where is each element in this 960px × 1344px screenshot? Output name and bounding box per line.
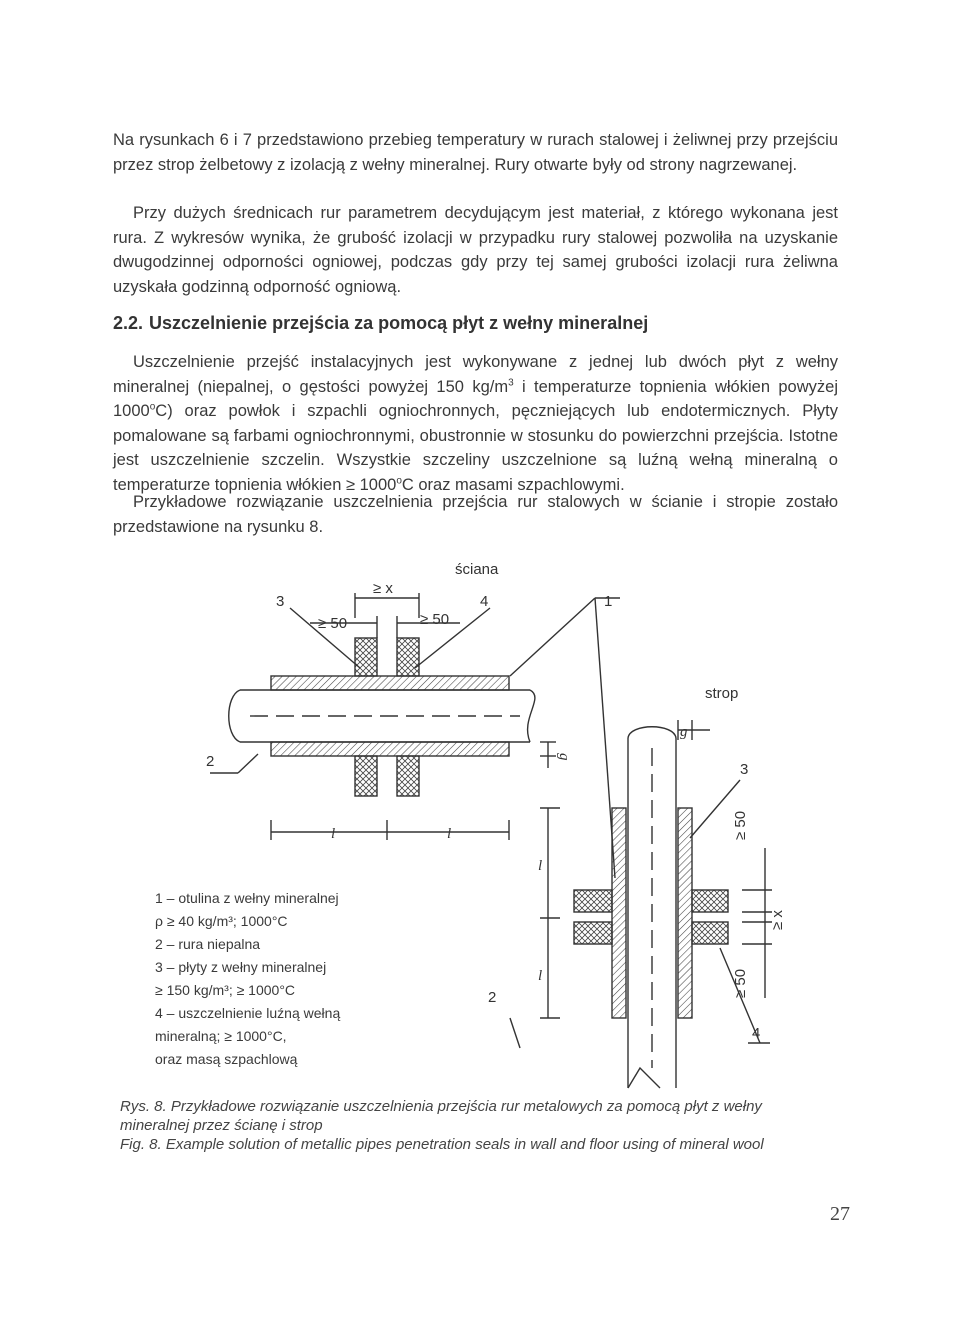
label-l-right: l bbox=[447, 826, 452, 842]
paragraph-3 bbox=[113, 350, 838, 497]
label-ge-x-vert: ≥ x bbox=[769, 910, 786, 930]
paragraph-3-part-b: i temperaturze topnienia włókien powyżej 1000 bbox=[113, 377, 838, 420]
legend-item: 4 – uszczelnienie luźną wełną bbox=[155, 1005, 341, 1021]
legend-item: 1 – otulina z wełny mineralnej bbox=[155, 890, 339, 906]
label-ge-50-left: ≥ 50 bbox=[318, 615, 348, 632]
wall-penetration bbox=[210, 593, 556, 840]
paragraph-2: Przy dużych średnicach rur parametrem decydującym jest materiał, z którego wykonana jest rura. Z wykresów wynika, że grubość izolacji w przypadku rury stalowej pozwoliła na uzyskanie dwugodzinnej odporności ogniowej, podczas gdy przy tej samej grubości izolacji rura żeliwna uzyskała godzinną odporność ogniową. bbox=[113, 204, 838, 296]
insulation-top bbox=[271, 676, 509, 690]
legend-item: 3 – płyty z wełny mineralnej bbox=[155, 959, 327, 975]
legend-item: mineralną; ≥ 1000°C, bbox=[155, 1028, 287, 1044]
paragraph-3-part-c: C) oraz powłok i szpachli ogniochronnych, pęczniejących lub endotermicznych. Płyty pomalowane są farbami ogniochronnymi, obustronnie w stosunku do powierzchni przejścia. Istotne jest uszczelnienie szczelin. Wszystkie szczeliny uszczelnione są luźną wełną mineralną o temperaturze topnienia włókien ≥ 1000 bbox=[113, 402, 838, 494]
pipe-end-right bbox=[528, 690, 535, 742]
section-heading bbox=[113, 313, 648, 334]
callout-4-wall: 4 bbox=[480, 593, 489, 610]
legend-item: oraz masą szpachlową bbox=[155, 1051, 298, 1067]
technical-drawing bbox=[0, 548, 960, 1098]
callout-3-floor: 3 bbox=[740, 761, 749, 778]
legend-item: ≥ 150 kg/m³; ≥ 1000°C bbox=[155, 982, 296, 998]
label-ge-x: ≥ x bbox=[373, 580, 393, 597]
figure-legend bbox=[155, 887, 415, 1071]
board-left-top bbox=[355, 638, 377, 676]
board-right-top bbox=[397, 638, 419, 676]
label-ge-50-vert-top: ≥ 50 bbox=[732, 810, 749, 840]
callout-4-floor: 4 bbox=[752, 1025, 761, 1042]
label-ge-50-right: ≥ 50 bbox=[420, 611, 450, 628]
insulation-bottom bbox=[271, 742, 509, 756]
section-title: Uszczelnienie przejścia za pomocą płyt z wełny mineralnej bbox=[149, 313, 649, 333]
board-right-bottom bbox=[397, 756, 419, 796]
label-wall: ściana bbox=[455, 561, 499, 578]
callout-2-floor: 2 bbox=[488, 989, 497, 1006]
legend-item: 2 – rura niepalna bbox=[155, 936, 261, 952]
superscript: o bbox=[149, 401, 156, 413]
paragraph-1: Na rysunkach 6 i 7 przedstawiono przebieg temperatury w rurach stalowej i żeliwnej przy przejściu przez strop żelbetowy z izolacją z wełny mineralnej. Rury otwarte były od strony nagrzewanej. bbox=[113, 131, 838, 174]
superscript: 3 bbox=[508, 377, 514, 388]
label-g-floor: g bbox=[680, 724, 688, 740]
label-floor: strop bbox=[705, 685, 739, 702]
figure-caption bbox=[120, 1097, 860, 1154]
floor-penetration bbox=[510, 598, 772, 1088]
paragraph-3-part-a: Uszczelnienie przejść instalacyjnych jest wykonywane z jednej lub dwóch płyt z wełny mineralnej (niepalnej, o gęstości powyżej 150 kg/m bbox=[113, 353, 838, 396]
caption-line-1: Rys. 8. Przykładowe rozwiązanie uszczelnienia przejścia rur metalowych za pomocą płyt z wełny bbox=[120, 1098, 762, 1115]
label-g-wall: g bbox=[556, 753, 572, 761]
paragraph-3-part-d: C oraz masami szpachlowymi. bbox=[401, 475, 625, 494]
label-l-left: l bbox=[331, 826, 336, 842]
label-ge-50-vert-bottom: ≥ 50 bbox=[732, 968, 749, 998]
legend-item: ρ ≥ 40 kg/m³; 1000°C bbox=[155, 913, 288, 929]
superscript: o bbox=[396, 475, 402, 486]
page-number: 27 bbox=[830, 1203, 850, 1225]
caption-line-3: Fig. 8. Example solution of metallic pipes penetration seals in wall and floor using of mineral wool bbox=[120, 1136, 764, 1153]
figure-8 bbox=[0, 548, 960, 1098]
caption-line-2: mineralnej przez ścianę i strop bbox=[120, 1117, 323, 1134]
board-left-bottom bbox=[355, 756, 377, 796]
callout-3-wall: 3 bbox=[276, 593, 285, 610]
label-l-upper: l bbox=[538, 858, 543, 874]
callout-2-wall: 2 bbox=[206, 753, 215, 770]
paragraph-4: Przykładowe rozwiązanie uszczelnienia przejścia rur stalowych w ścianie i stropie zostało przedstawione na rysunku 8. bbox=[113, 493, 838, 536]
callout-1: 1 bbox=[604, 593, 613, 610]
label-l-lower: l bbox=[538, 968, 543, 984]
pipe-end-left bbox=[229, 690, 240, 742]
section-number: 2.2. bbox=[113, 313, 144, 333]
